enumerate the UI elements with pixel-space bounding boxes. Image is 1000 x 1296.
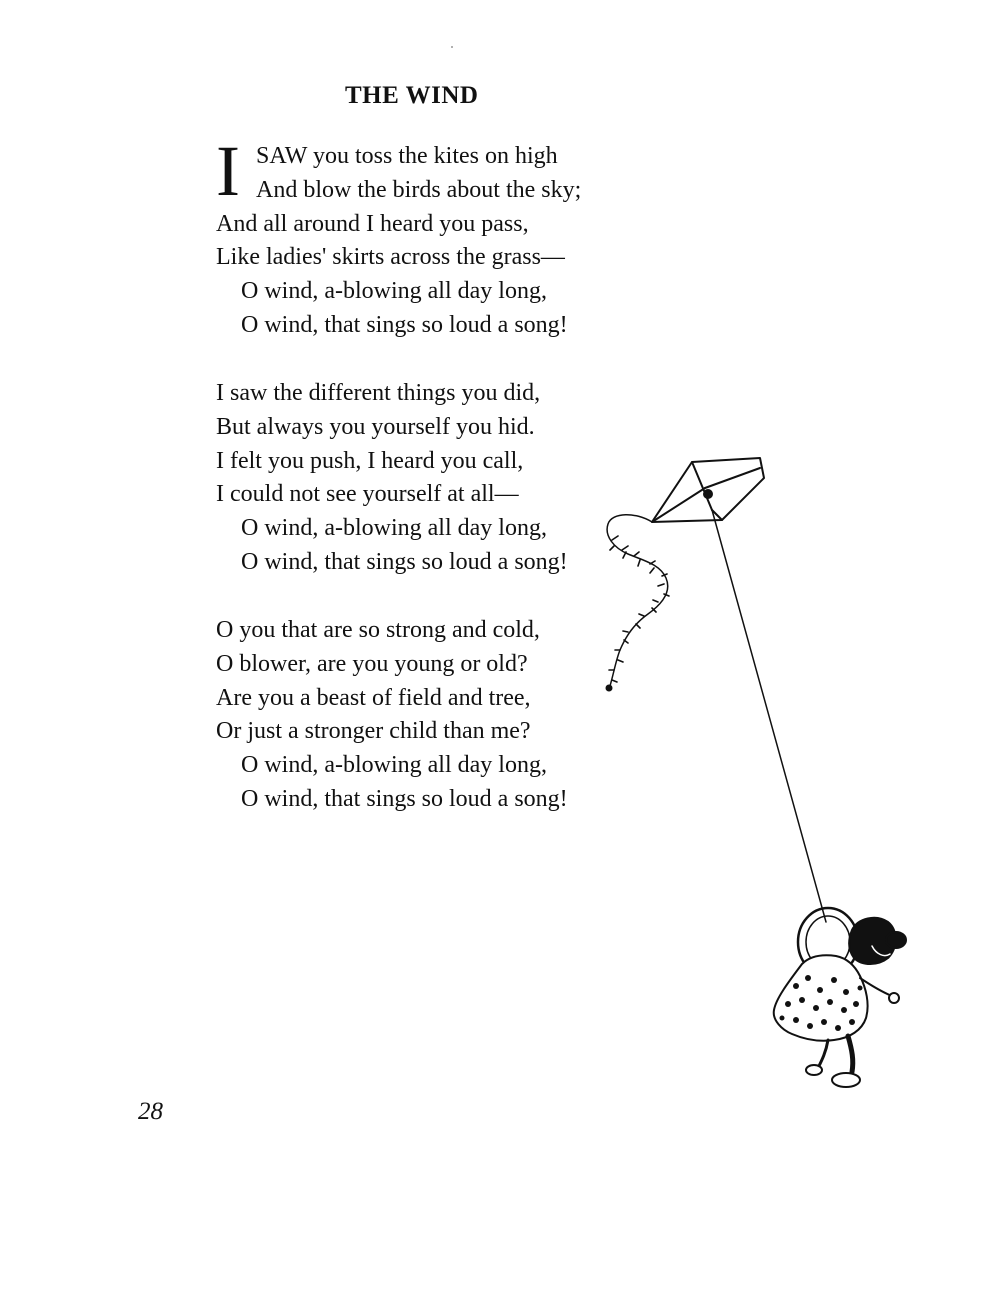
- page-number: 28: [138, 1098, 163, 1125]
- refrain-line: O wind, that sings so loud a song!: [241, 785, 568, 812]
- poem-line: O blower, are you young or old?: [216, 650, 528, 677]
- poem-line: But always you yourself you hid.: [216, 413, 535, 440]
- drop-cap-letter: I: [216, 131, 240, 211]
- poem-line: I saw the different things you did,: [216, 380, 541, 406]
- poem-line: I could not see yourself at all—: [216, 481, 519, 508]
- poem-line: And blow the birds about the sky;: [256, 176, 582, 203]
- refrain-line: O wind, that sings so loud a song!: [241, 548, 568, 575]
- refrain-line: O wind, that sings so loud a song!: [241, 311, 568, 338]
- refrain-line: O wind, a-blowing all day long,: [241, 752, 547, 779]
- stanza-1: [216, 131, 636, 343]
- poem-line: Are you a beast of field and tree,: [216, 684, 531, 711]
- stanza-3: [216, 614, 636, 817]
- refrain-line: O wind, a-blowing all day long,: [241, 515, 547, 542]
- kite-girl-illustration: [590, 450, 950, 1100]
- kite-tail: [607, 515, 670, 691]
- page-speck: [451, 46, 453, 48]
- poem-line: Like ladies' skirts across the grass—: [216, 244, 565, 271]
- poem-line: Or just a stronger child than me?: [216, 718, 531, 745]
- poem-line: O you that are so strong and cold,: [216, 617, 540, 643]
- poem-line: And all around I heard you pass,: [216, 210, 529, 237]
- refrain-line: O wind, a-blowing all day long,: [241, 278, 547, 305]
- poem-line: SAW you toss the kites on high: [256, 143, 558, 169]
- poem-line: I felt you push, I heard you call,: [216, 447, 524, 474]
- dropcap-block: [216, 131, 636, 211]
- stanza-2: [216, 377, 636, 580]
- kite-string: [712, 510, 826, 922]
- poem-title: THE WIND: [345, 82, 479, 109]
- kite-icon: [652, 458, 764, 522]
- girl-icon: [774, 908, 906, 1087]
